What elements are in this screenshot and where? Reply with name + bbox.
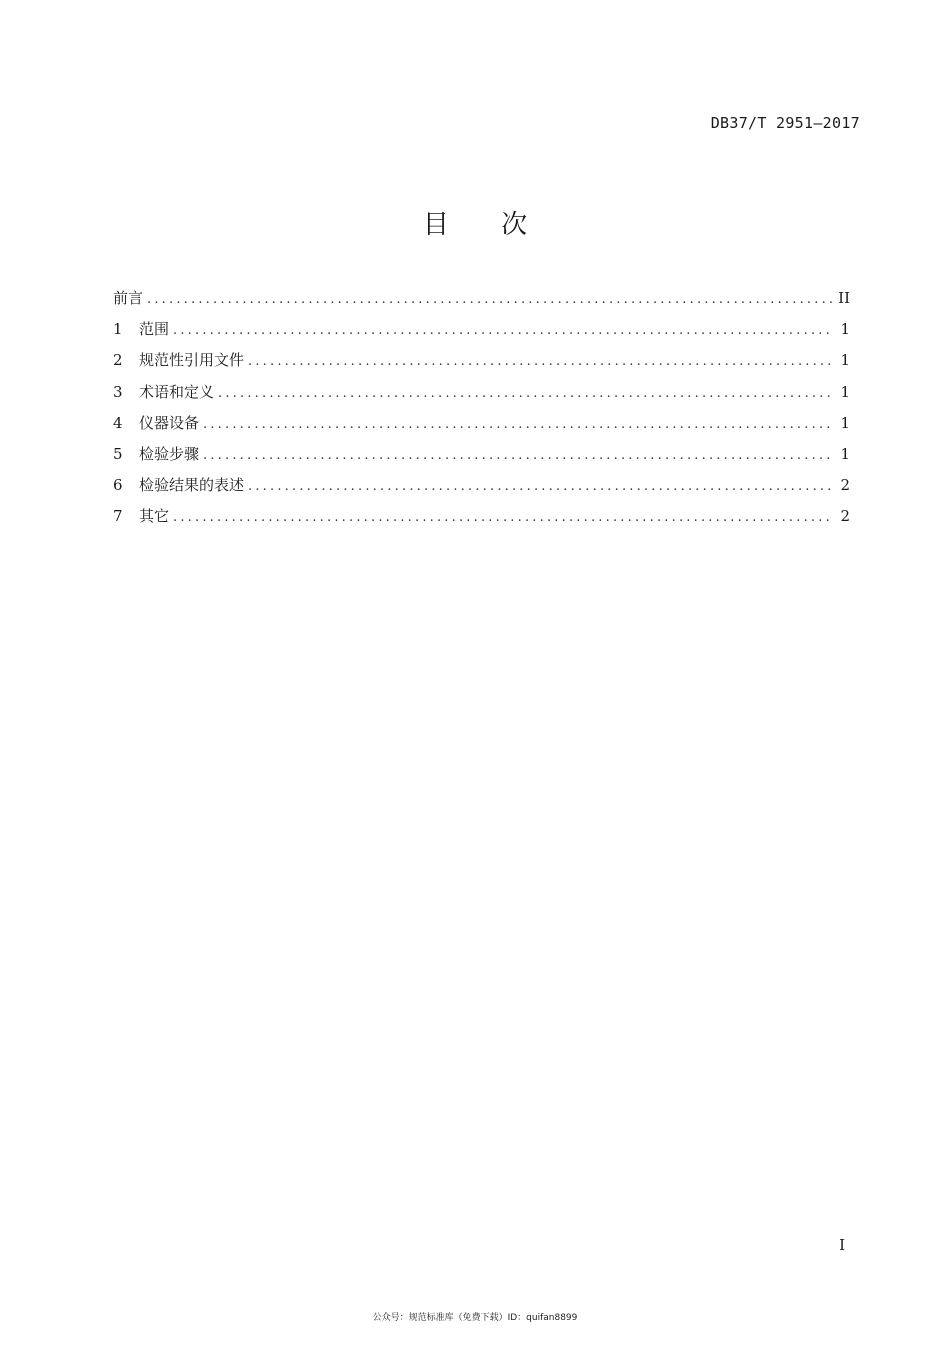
toc-entry-normative-references[interactable] [113,348,850,379]
toc-entry-others[interactable] [113,504,850,535]
toc-entry-label: 范围 [139,320,170,339]
toc-entry-label: 规范性引用文件 [139,351,245,370]
toc-dot-leader [203,444,832,468]
toc-entry-page: 2 [840,507,850,526]
toc-dot-leader [173,319,832,343]
toc-entry-terms-definitions[interactable] [113,380,850,411]
toc-dot-leader [248,475,832,499]
toc-entry-label: 检验结果的表述 [139,476,245,495]
toc-entry-page: 1 [840,351,850,370]
toc-entry-label: 术语和定义 [139,382,215,401]
toc-entry-page: 2 [840,476,850,495]
toc-dot-leader [147,288,832,312]
toc-dot-leader [218,382,832,406]
toc-entry-page: 1 [840,320,850,339]
toc-entry-label: 前言 [113,289,144,307]
toc-entry-page: 1 [840,444,850,463]
toc-entry-scope[interactable] [113,317,850,348]
table-of-contents [113,286,850,536]
toc-entry-page: 1 [840,382,850,401]
toc-entry-label: 检验步骤 [139,444,200,463]
toc-dot-leader [203,413,832,437]
toc-entry-label: 仪器设备 [139,413,200,432]
footer-note: 公众号：规范标准库（免费下载）ID：quifan8899 [372,1313,578,1323]
toc-title: 目 次 [422,210,550,240]
toc-entry-number: 6 [113,476,123,495]
document-code: DB37/T 2951—2017 [710,114,860,132]
toc-entry-number: 4 [113,413,123,432]
toc-entry-instruments[interactable] [113,411,850,442]
toc-entry-number: 7 [113,507,123,526]
toc-entry-page: II [838,289,850,307]
toc-entry-foreword[interactable] [113,286,850,317]
toc-entry-number: 2 [113,351,123,370]
toc-entry-number: 5 [113,444,123,463]
toc-dot-leader [248,350,832,374]
toc-entry-number: 3 [113,382,123,401]
toc-dot-leader [173,506,832,530]
toc-entry-page: 1 [840,413,850,432]
page-number: I [839,1236,845,1254]
toc-entry-number: 1 [113,320,123,339]
toc-entry-inspection-steps[interactable] [113,442,850,473]
toc-entry-label: 其它 [139,507,170,526]
toc-entry-result-expression[interactable] [113,473,850,504]
